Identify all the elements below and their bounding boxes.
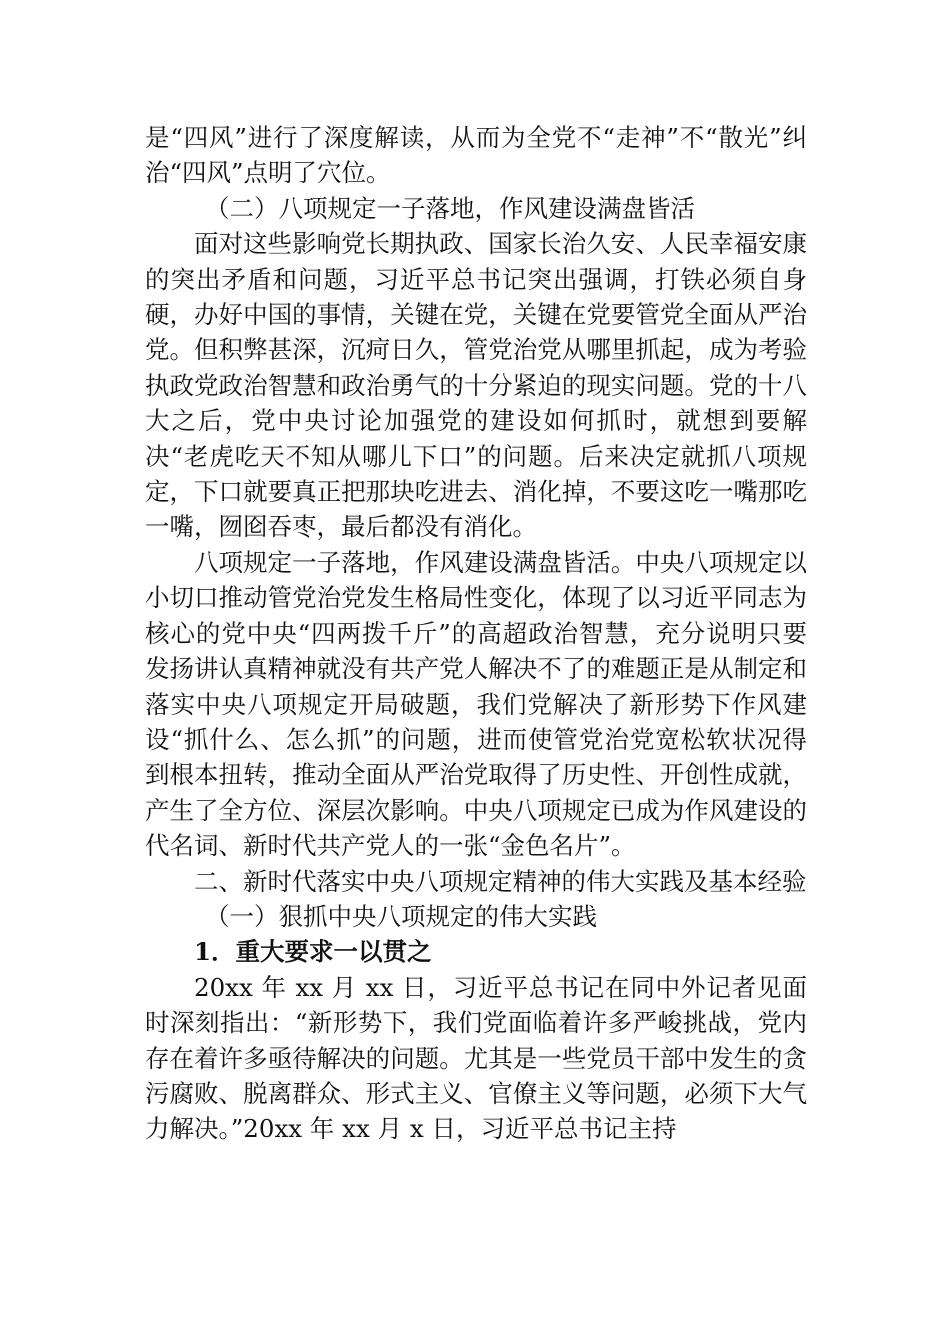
paragraph-continuation: 是“四风”进行了深度解读，从而为全党不“走神”不“散光”纠治“四风”点明了穴位。 [145, 123, 807, 188]
paragraph-body: 面对这些影响党长期执政、国家长治久安、人民幸福安康的突出矛盾和问题，习近平总书记突出强调，打铁必须自身硬，办好中国的事情，关键在党，关键在党要管党全面从严治党。但积弊甚深，沉疴日久，管党治党从哪里抓起，成为考验执政党政治智慧和政治勇气的十分紧迫的现实问题。党的十八大之后，党中央讨论加强党的建设如何抓时，就想到要解决“老虎吃天不知从哪儿下口”的问题。后来决定就抓八项规定，下口就要真正把那块吃进去、消化掉，不要这吃一嘴那吃一嘴，囫囵吞枣，最后都没有消化。 [145, 229, 807, 542]
numbered-heading: 1．重大要求一以贯之 [194, 937, 432, 967]
subheading-eight-rules: （二）八项规定一子落地，作风建设满盘皆活 [205, 193, 695, 223]
document-body [145, 120, 807, 1147]
subheading-practice: （一）狠抓中央八项规定的伟大实践 [205, 901, 597, 931]
paragraph-body: 八项规定一子落地，作风建设满盘皆活。中央八项规定以小切口推动管党治党发生格局性变化，体现了以习近平同志为核心的党中央“四两拨千斤”的高超政治智慧，充分说明只要发扬讲认真精神就没有共产党人解决不了的难题正是从制定和落实中央八项规定开局破题，我们党解决了新形势下作风建设“抓什么、怎么抓”的问题，进而使管党治党宽松软状况得到根本扭转，推动全面从严治党取得了历史性、开创性成就，产生了全方位、深层次影响。中央八项规定已成为作风建设的代名词、新时代共产党人的一张“金色名片”。 [145, 547, 807, 861]
section-heading: 二、新时代落实中央八项规定精神的伟大实践及基本经验 [194, 866, 807, 896]
paragraph-body: 20xx 年 xx 月 xx 日，习近平总书记在同中外记者见面时深刻指出：“新形势下，我们党面临着许多严峻挑战，党内存在着许多亟待解决的问题。尤其是一些党员干部中发生的贪污腐败、脱离群众、形式主义、官僚主义等问题，必须下大气力解决。”20xx 年 xx 月 x 日，习近平总书记主持 [145, 972, 807, 1144]
